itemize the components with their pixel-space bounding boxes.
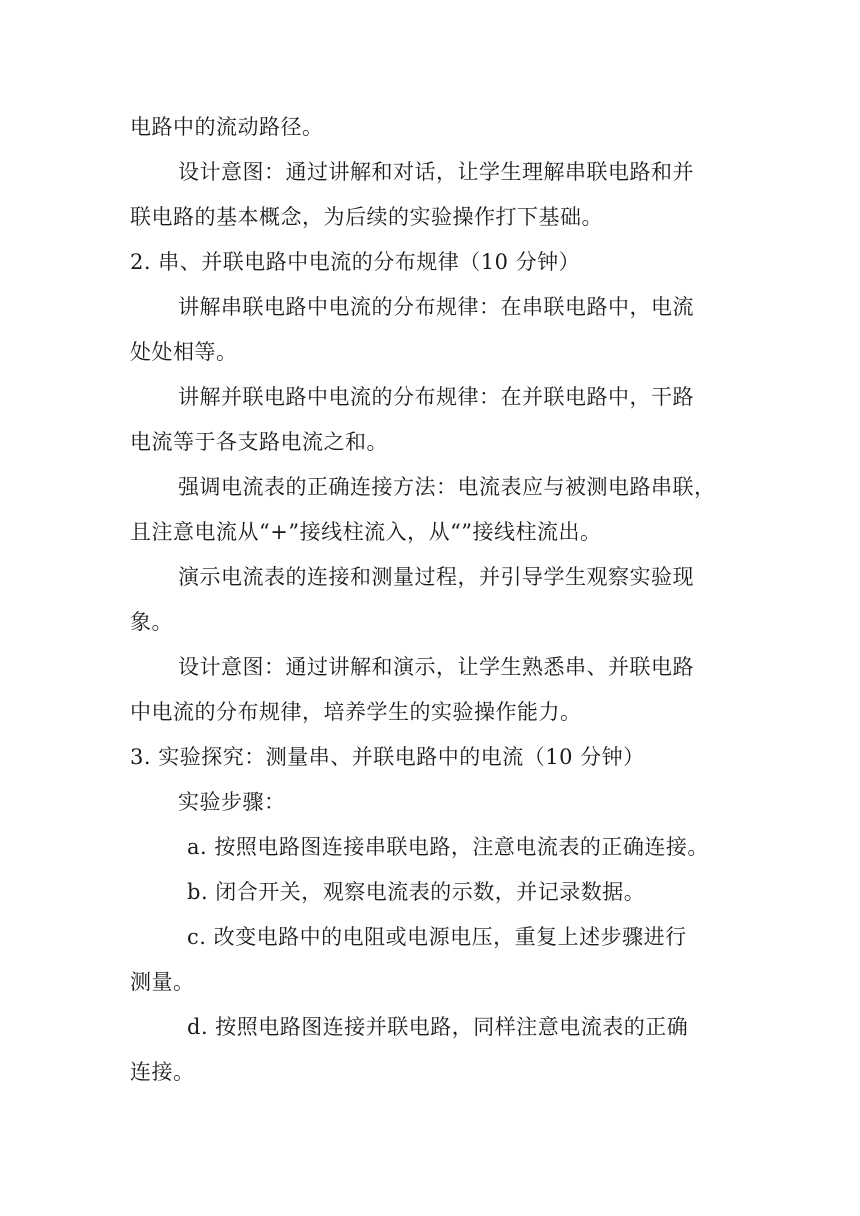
paragraph-line: 电流等于各支路电流之和。 xyxy=(130,430,388,454)
paragraph-line: 讲解串联电路中电流的分布规律：在串联电路中，电流 xyxy=(178,295,694,319)
paragraph-line: 设计意图：通过讲解和对话，让学生理解串联电路和并 xyxy=(178,160,694,184)
section-heading: 3. 实验探究：测量串、并联电路中的电流（10 分钟） xyxy=(130,745,645,769)
list-item: a. 按照电路图连接串联电路，注意电流表的正确连接。 xyxy=(187,835,709,859)
paragraph-line: 强调电流表的正确连接方法：电流表应与被测电路串联， xyxy=(178,475,716,499)
section-heading: 2. 串、并联电路中电流的分布规律（10 分钟） xyxy=(130,250,581,274)
paragraph-line: 设计意图：通过讲解和演示，让学生熟悉串、并联电路 xyxy=(178,655,694,679)
paragraph-line: 处处相等。 xyxy=(130,340,238,364)
list-item: b. 闭合开关，观察电流表的示数，并记录数据。 xyxy=(187,880,646,904)
list-item-continuation: 连接。 xyxy=(130,1060,195,1084)
paragraph-line: 中电流的分布规律，培养学生的实验操作能力。 xyxy=(130,700,582,724)
paragraph-line: 象。 xyxy=(130,610,173,634)
paragraph-line: 电路中的流动路径。 xyxy=(130,115,324,139)
list-item: c. 改变电路中的电阻或电源电压，重复上述步骤进行 xyxy=(187,925,687,949)
paragraph-line: 讲解并联电路中电流的分布规律：在并联电路中，干路 xyxy=(178,385,694,409)
paragraph-line: 联电路的基本概念，为后续的实验操作打下基础。 xyxy=(130,205,603,229)
list-item-continuation: 测量。 xyxy=(130,970,195,994)
paragraph-line: 实验步骤： xyxy=(178,790,286,814)
paragraph-line: 且注意电流从“+”接线柱流入，从“”接线柱流出。 xyxy=(130,520,602,544)
list-item: d. 按照电路图连接并联电路，同样注意电流表的正确 xyxy=(187,1015,689,1039)
paragraph-line: 演示电流表的连接和测量过程，并引导学生观察实验现 xyxy=(178,565,694,589)
